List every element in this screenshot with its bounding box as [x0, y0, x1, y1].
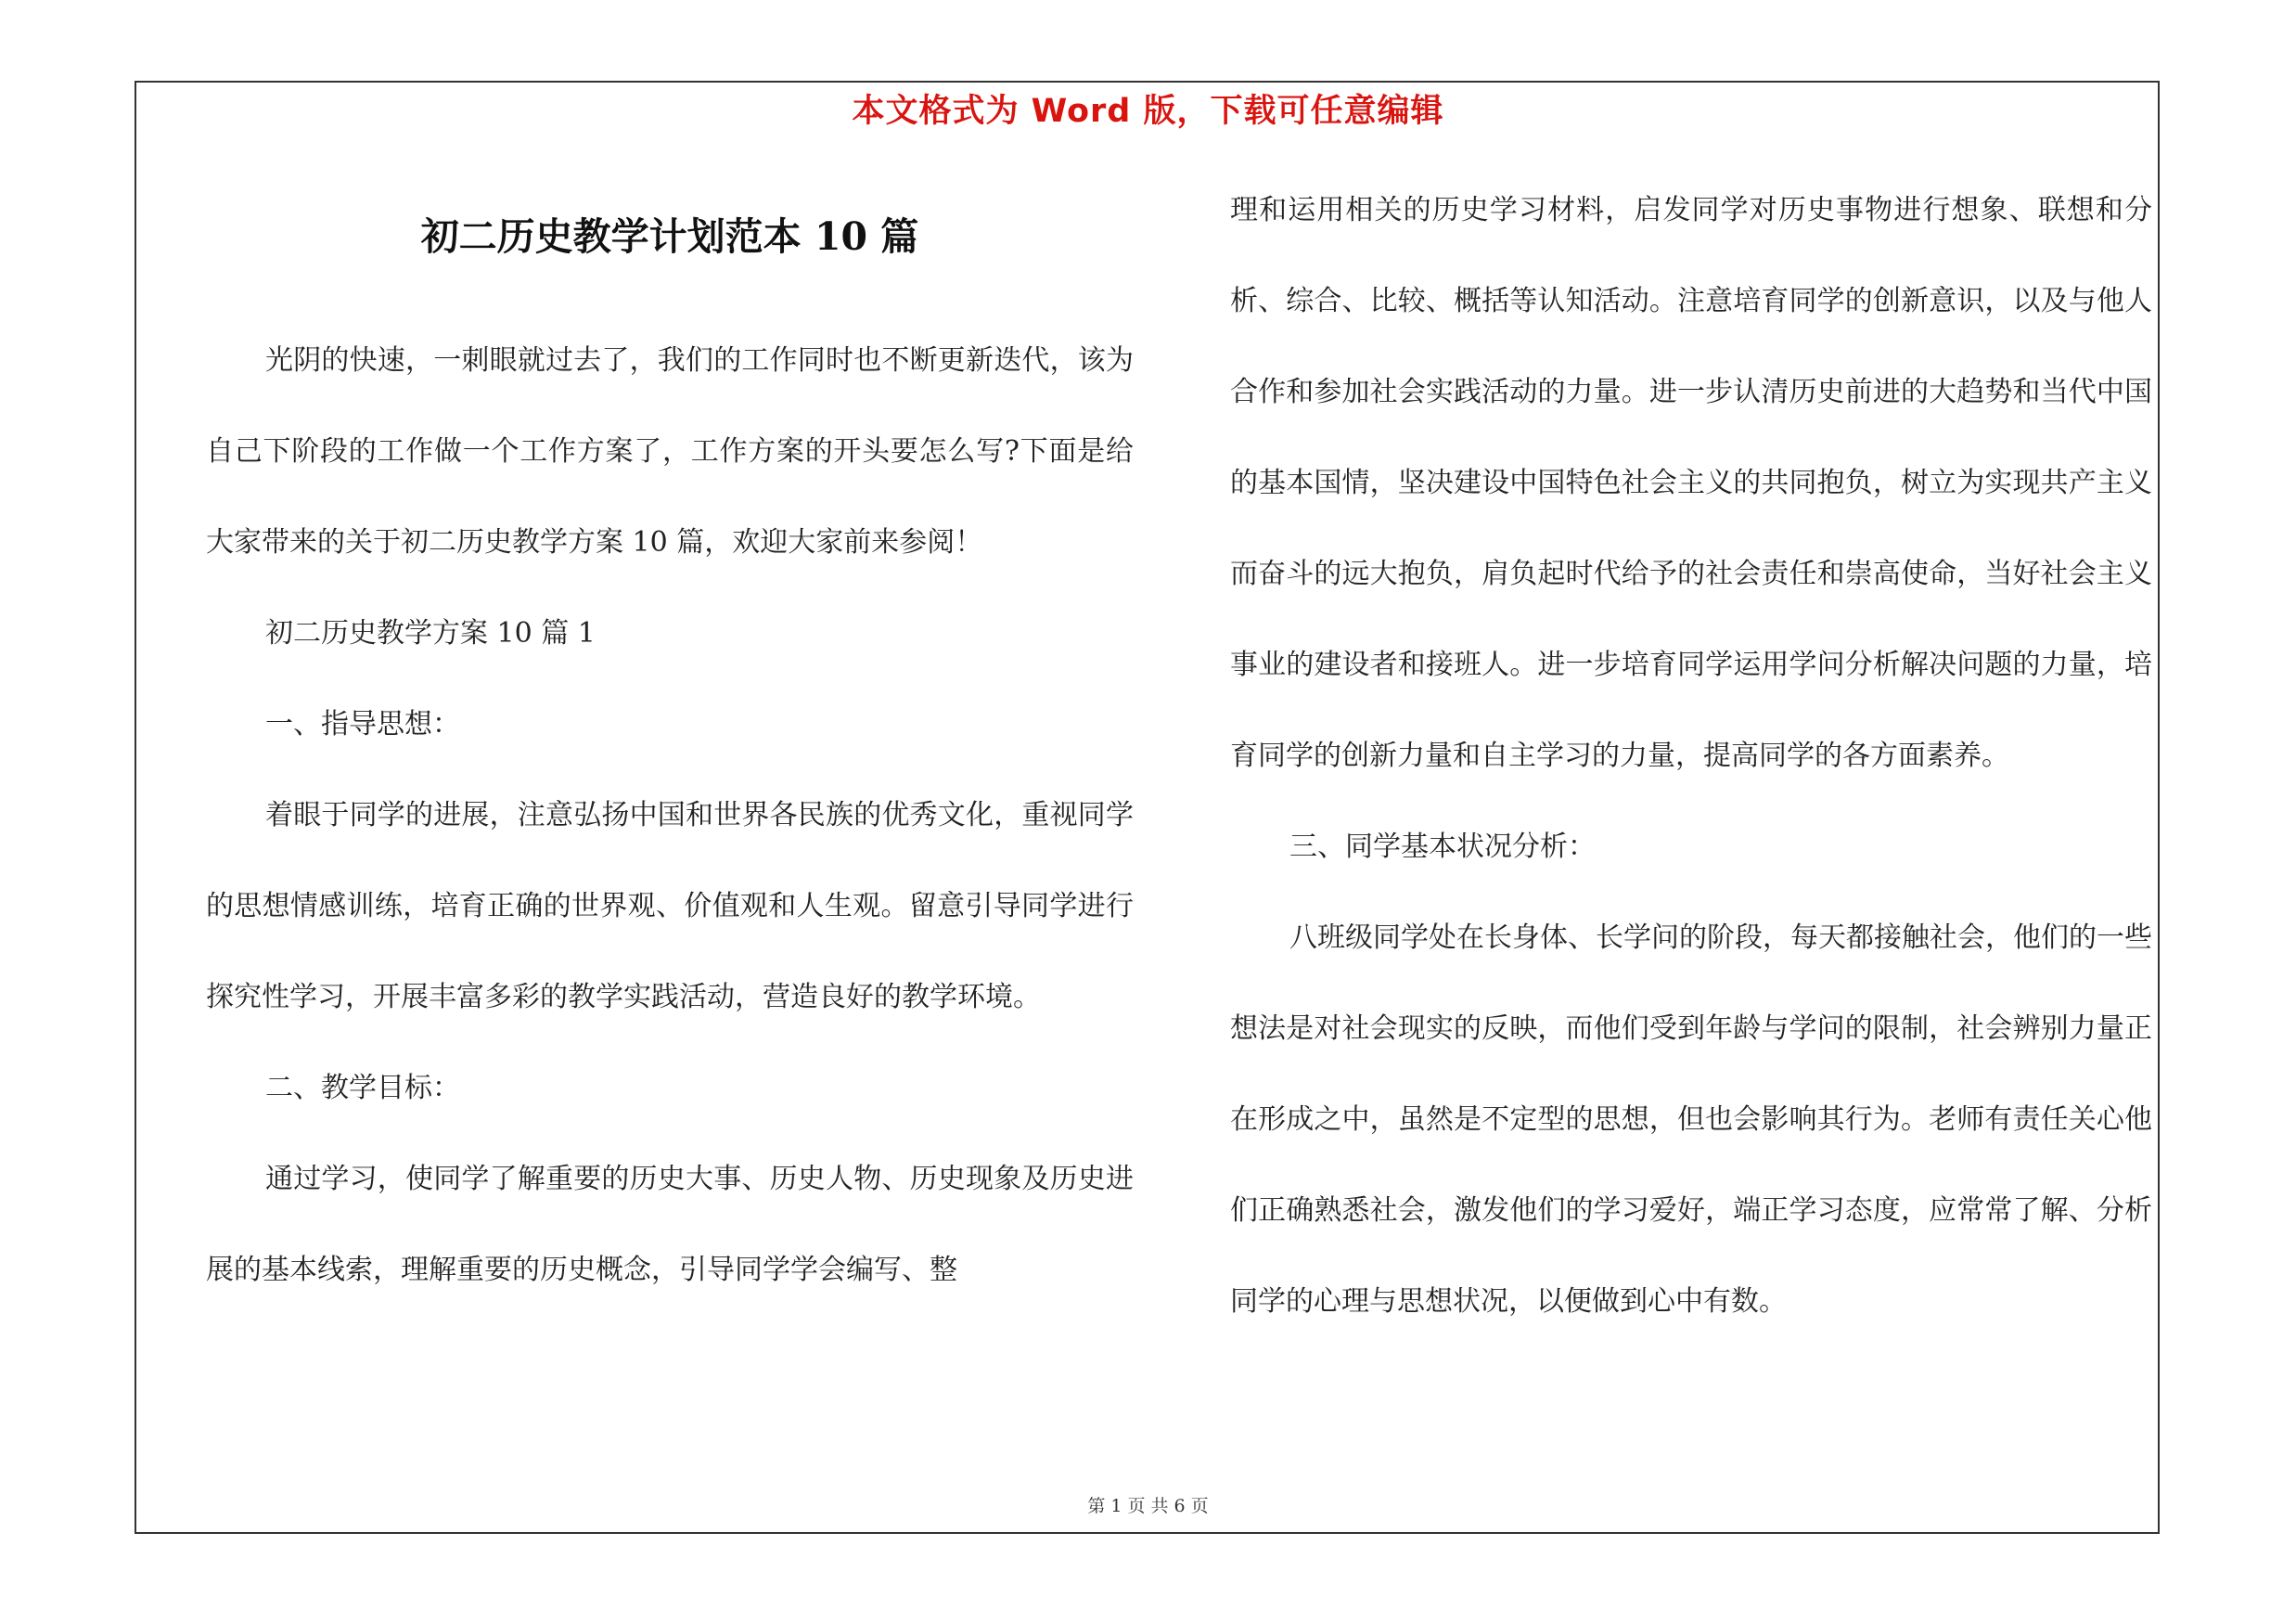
- section-heading: 三、同学基本状况分析：: [1289, 831, 1596, 863]
- format-banner: 本文格式为 Word 版，下载可任意编辑: [852, 93, 1444, 130]
- section-heading: 二、教学目标：: [265, 1072, 460, 1104]
- document-title: 初二历史教学计划范本 10 篇: [420, 214, 919, 259]
- body-paragraph: 通过学习，使同学了解重要的历史大事、历史人物、历史现象及历史进展的基本线索，理解重要的历史概念，引导同学学会编写、整: [206, 1163, 1134, 1286]
- page-number-footer: 第 1 页 共 6 页: [1087, 1496, 1209, 1516]
- body-paragraph: 八班级同学处在长身体、长学问的阶段，每天都接触社会，他们的一些想法是对社会现实的反映，而他们受到年龄与学问的限制，社会辨别力量正在形成之中，虽然是不定型的思想，但也会影响其行为。老师有责任关心他们正确熟悉社会，激发他们的学习爱好，端正学习态度，应常常了解、分析同学的心理与思想状况，以便做到心中有数。: [1230, 921, 2152, 1318]
- section-heading: 一、指导思想：: [265, 708, 460, 741]
- section-heading: 初二历史教学方案 10 篇 1: [265, 617, 596, 650]
- intro-paragraph: 光阴的快速，一刺眼就过去了，我们的工作同时也不断更新迭代，该为自己下阶段的工作做一个工作方案了，工作方案的开头要怎么写?下面是给大家带来的关于初二历史教学方案 10 篇，欢迎大家前来参阅！: [206, 344, 1134, 559]
- body-paragraph: 着眼于同学的进展，注意弘扬中国和世界各民族的优秀文化，重视同学的思想情感训练，培育正确的世界观、价值观和人生观。留意引导同学进行探究性学习，开展丰富多彩的教学实践活动，营造良好的教学环境。: [206, 799, 1134, 1013]
- left-column: [206, 316, 1134, 1316]
- right-column: [1230, 165, 2152, 1347]
- body-paragraph-continued: 理和运用相关的历史学习材料，启发同学对历史事物进行想象、联想和分析、综合、比较、概括等认知活动。注意培育同学的创新意识，以及与他人合作和参加社会实践活动的力量。进一步认清历史前进的大趋势和当代中国的基本国情，坚决建设中国特色社会主义的共同抱负，树立为实现共产主义而奋斗的远大抱负，肩负起时代给予的社会责任和崇高使命，当好社会主义事业的建设者和接班人。进一步培育同学运用学问分析解决问题的力量，培育同学的创新力量和自主学习的力量，提高同学的各方面素养。: [1230, 194, 2152, 772]
